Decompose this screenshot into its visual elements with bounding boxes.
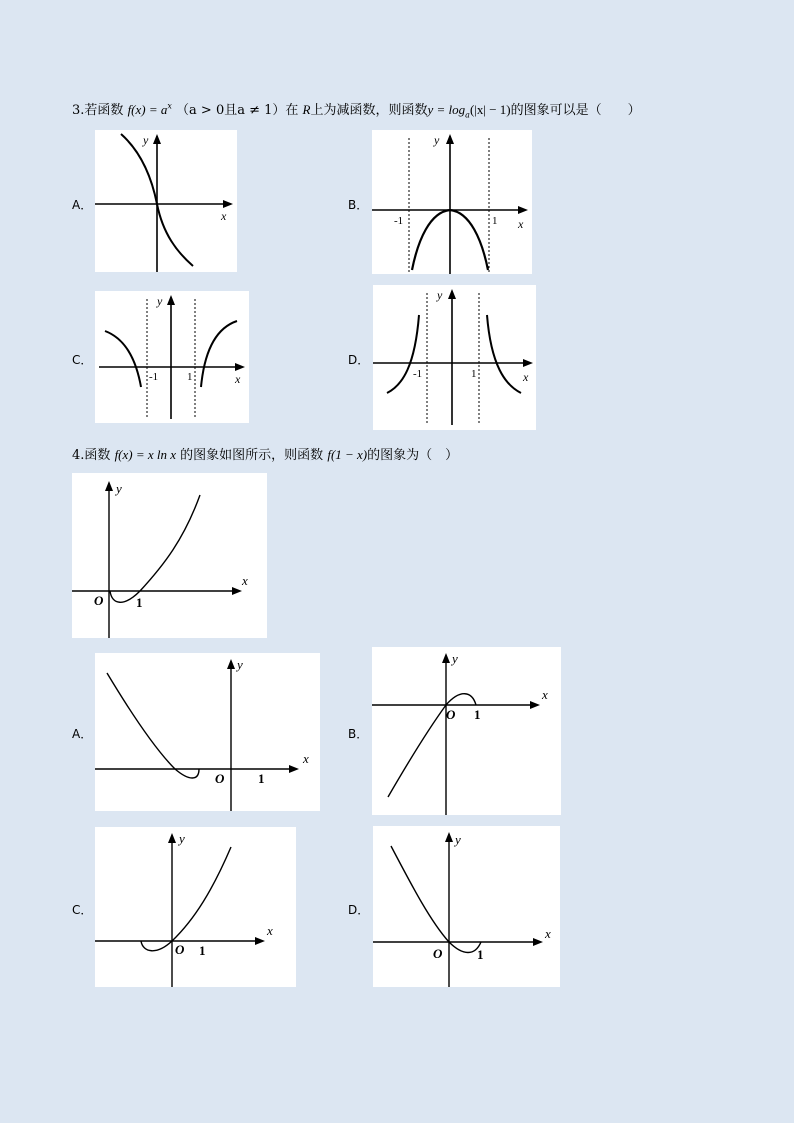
q3-option-a-graph	[95, 130, 237, 272]
q4-option-a-graph	[95, 653, 320, 811]
function-f: f(x) = x ln x	[114, 447, 177, 462]
q4-option-d-graph	[373, 826, 560, 987]
x-arrow-icon	[533, 938, 543, 946]
option-d-label: D．	[348, 903, 370, 917]
x-label: x	[303, 751, 309, 766]
stem-text: 若函数	[84, 103, 124, 118]
x-label: x	[518, 217, 524, 231]
y-arrow-icon	[168, 833, 176, 843]
origin-label: O	[433, 946, 443, 961]
q3-option-b-graph	[372, 130, 532, 274]
option-d-label: D．	[348, 353, 370, 367]
curve	[141, 847, 231, 951]
x-label: x	[267, 923, 273, 938]
y-label: y	[452, 651, 458, 666]
y-arrow-icon	[446, 134, 454, 144]
x-arrow-icon	[289, 765, 299, 773]
x-label: x	[542, 687, 548, 702]
x-arrow-icon	[530, 701, 540, 709]
function-f-one-minus-x: f(1 − x)	[327, 447, 368, 462]
y-arrow-icon	[448, 289, 456, 299]
q3-option-d-graph	[373, 285, 536, 430]
x-arrow-icon	[255, 937, 265, 945]
option-c-label: C．	[72, 903, 93, 917]
x-label: x	[545, 926, 551, 941]
stem-end: 的图象可以是（ ）	[510, 103, 641, 118]
q4-given-graph	[72, 473, 267, 638]
y-arrow-icon	[445, 832, 453, 842]
y-arrow-icon	[442, 653, 450, 663]
y-arrow-icon	[105, 481, 113, 491]
q4-option-c-graph	[95, 827, 296, 987]
y-label: y	[116, 481, 122, 496]
tick-1: 1	[258, 771, 265, 786]
tick-1: 1	[136, 595, 143, 610]
y-label: y	[143, 133, 149, 147]
origin-label: O	[215, 771, 225, 786]
tick-neg1: -1	[149, 371, 159, 383]
function-y: y = log	[427, 102, 466, 117]
curve-right	[201, 321, 237, 387]
x-label: x	[235, 372, 241, 386]
log-base: a	[465, 110, 470, 120]
tick-1: 1	[477, 947, 484, 962]
tick-1: 1	[199, 943, 206, 958]
reals-symbol: R	[302, 102, 311, 117]
y-arrow-icon	[153, 134, 161, 144]
exponent: x	[167, 101, 172, 111]
x-label: x	[523, 370, 529, 384]
origin-label: O	[446, 707, 456, 722]
tick-neg1: -1	[413, 368, 423, 380]
stem-text: 函数	[84, 448, 111, 463]
curve	[391, 846, 481, 953]
condition-text: （a > 0且a ≠ 1）在	[176, 103, 299, 118]
y-label: y	[434, 133, 440, 147]
origin-label: O	[175, 942, 185, 957]
x-arrow-icon	[235, 363, 245, 371]
x-arrow-icon	[518, 206, 528, 214]
curve	[110, 495, 200, 602]
option-a-label: A．	[72, 727, 93, 741]
q4-option-b-graph	[372, 647, 561, 815]
y-label: y	[179, 831, 185, 846]
tick-neg1: -1	[394, 215, 404, 227]
y-arrow-icon	[227, 659, 235, 669]
curve-right	[487, 315, 521, 393]
y-label: y	[237, 657, 243, 672]
y-arrow-icon	[167, 295, 175, 305]
stem-text-mid: 的图象如图所示，则函数	[180, 448, 324, 463]
tick-1: 1	[492, 215, 498, 227]
function-f: f(x) = a	[127, 102, 168, 117]
tick-1: 1	[187, 371, 193, 383]
question-number: 4.	[72, 448, 85, 463]
y-label: y	[437, 288, 443, 302]
y-label: y	[455, 832, 461, 847]
x-arrow-icon	[223, 200, 233, 208]
x-arrow-icon	[523, 359, 533, 367]
y-label: y	[157, 294, 163, 308]
question-4-stem	[72, 444, 458, 463]
tick-1: 1	[471, 368, 477, 380]
origin-label: O	[94, 593, 104, 608]
q3-option-c-graph	[95, 291, 249, 423]
log-argument: (|x| − 1)	[469, 102, 511, 117]
x-arrow-icon	[232, 587, 242, 595]
option-c-label: C．	[72, 353, 93, 367]
option-a-label: A．	[72, 198, 93, 212]
curve	[107, 673, 199, 778]
stem-end: 的图象为（ ）	[367, 448, 459, 463]
option-b-label: B．	[348, 198, 369, 212]
curve	[388, 694, 476, 797]
option-b-label: B．	[348, 727, 369, 741]
curve-left	[105, 331, 141, 387]
question-3-stem	[72, 99, 641, 120]
stem-text-mid: 上为减函数，则函数	[310, 103, 428, 118]
x-label: x	[221, 209, 227, 223]
tick-1: 1	[474, 707, 481, 722]
x-label: x	[242, 573, 248, 588]
question-number: 3.	[72, 103, 85, 118]
curve-left	[387, 315, 419, 393]
